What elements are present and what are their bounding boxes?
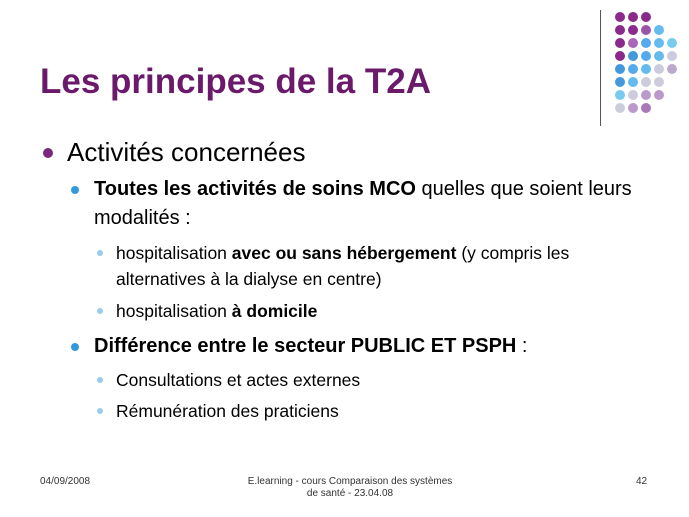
dot <box>654 25 664 35</box>
level3-item-remuneration: Rémunération des praticiens <box>116 401 339 421</box>
level3-bullet-icon <box>97 308 103 314</box>
dot <box>654 77 664 87</box>
dot <box>641 51 651 61</box>
level2-bullet-icon <box>71 343 79 351</box>
dot <box>667 51 677 61</box>
dot <box>615 77 625 87</box>
dot <box>641 90 651 100</box>
dot <box>615 64 625 74</box>
level2-item-difference: Différence entre le secteur PUBLIC ET PSPH : <box>94 335 528 357</box>
dot <box>654 64 664 74</box>
dot <box>615 51 625 61</box>
dot <box>641 12 651 22</box>
level3-item-domicile: hospitalisation à domicile <box>116 301 318 321</box>
level2-item-mco: Toutes les activités de soins MCO quelles que soient leurs modalités : <box>94 178 632 229</box>
dot <box>615 12 625 22</box>
dot <box>628 64 638 74</box>
level3-item-hospitalisation: hospitalisation avec ou sans hébergement (y compris les alternatives à la dialyse en centre) <box>116 243 570 289</box>
dot <box>615 103 625 113</box>
dot <box>628 12 638 22</box>
dot <box>615 38 625 48</box>
level3-bullet-icon <box>97 377 103 383</box>
decorative-dot-grid <box>613 10 689 110</box>
level1-item-activites: Activités concernées <box>67 137 306 167</box>
dot <box>641 25 651 35</box>
dot <box>628 77 638 87</box>
dot <box>654 51 664 61</box>
decorative-divider <box>600 10 601 126</box>
dot <box>641 38 651 48</box>
dot <box>654 38 664 48</box>
dot <box>641 103 651 113</box>
footer-course: E.learning - cours Comparaison des systèmes de santé - 23.04.08 <box>247 476 453 499</box>
dot <box>667 38 677 48</box>
dot <box>641 64 651 74</box>
slide-title: Les principes de la T2A <box>40 62 431 101</box>
dot <box>667 64 677 74</box>
footer-date: 04/09/2008 <box>40 476 91 487</box>
level2-bullet-icon <box>71 186 79 194</box>
level3-item-consultations: Consultations et actes externes <box>116 370 361 390</box>
level3-bullet-icon <box>97 408 103 414</box>
dot <box>628 38 638 48</box>
dot <box>641 77 651 87</box>
level1-bullet-icon <box>43 148 53 158</box>
dot <box>615 90 625 100</box>
dot <box>628 51 638 61</box>
dot <box>628 25 638 35</box>
level3-bullet-icon <box>97 250 103 256</box>
dot <box>654 90 664 100</box>
footer-page-number: 42 <box>636 476 648 487</box>
dot <box>615 25 625 35</box>
dot <box>628 103 638 113</box>
dot <box>628 90 638 100</box>
